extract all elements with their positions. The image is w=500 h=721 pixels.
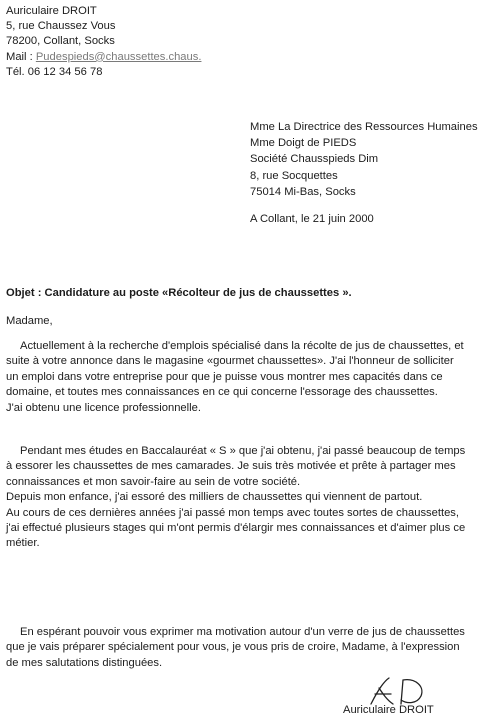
- letter-date: A Collant, le 21 juin 2000: [250, 213, 374, 225]
- recipient-line: 75014 Mi-Bas, Socks: [250, 185, 356, 198]
- paragraph-1: [6, 339, 494, 416]
- paragraph-line: suite à votre annonce dans le magasine «gourmet chaussettes». J'ai l'honneur de solliciter: [6, 355, 454, 368]
- signer-name: Auriculaire DROIT: [343, 704, 434, 716]
- paragraph-line: de mes salutations distinguées.: [6, 656, 163, 669]
- paragraph-3: [6, 625, 494, 671]
- paragraph-2: [6, 444, 494, 552]
- paragraph-line: Pendant mes études en Baccalauréat « S » que j'ai obtenu, j'ai passé beaucoup de temps: [20, 445, 466, 457]
- sender-phone: Tél. 06 12 34 56 78: [6, 65, 103, 78]
- letter-subject: Objet : Candidature au poste «Récolteur de jus de chaussettes ».: [6, 287, 352, 299]
- paragraph-line: En espérant pouvoir vous exprimer ma motivation autour d'un verre de jus de chaussettes: [20, 626, 465, 638]
- paragraph-line: un emploi dans votre entreprise pour que je puisse vous montrer mes capacités dans ce: [6, 370, 443, 383]
- paragraph-line: domaine, et toutes mes connaissances en ce qui concerne l'essorage des chaussettes.: [6, 386, 438, 399]
- recipient-line: Mme Doigt de PIEDS: [250, 137, 357, 150]
- recipient-line: 8, rue Socquettes: [250, 169, 338, 182]
- paragraph-line: connaissances et mon savoir-faire au sein de votre société.: [6, 475, 301, 488]
- paragraph-line: j'ai effectué plusieurs stages qui m'ont permis d'élargir mes connaissances et d'aimer plus ce: [6, 522, 466, 535]
- paragraph-line: J'ai obtenu une licence professionnelle.: [6, 401, 201, 414]
- paragraph-line: Actuellement à la recherche d'emplois spécialisé dans la récolte de jus de chaussettes, et: [20, 340, 464, 352]
- sender-block: [6, 4, 201, 80]
- sender-street: 5, rue Chaussez Vous: [6, 20, 116, 33]
- sender-name: Auriculaire DROIT: [6, 5, 97, 17]
- paragraph-line: que je vais préparer spécialement pour vous, je vous pris de croire, Madame, à l'expression: [6, 641, 460, 654]
- recipient-line: Société Chausspieds Dim: [250, 153, 379, 166]
- letter-salutation: Madame,: [6, 315, 53, 327]
- recipient-block: [250, 119, 478, 200]
- recipient-line: Mme La Directrice des Ressources Humaines: [250, 121, 478, 133]
- paragraph-line: à essorer les chaussettes de mes camarades. Je suis très motivée et prête à partager mes: [6, 460, 456, 473]
- sender-email-label: Mail :: [6, 50, 36, 63]
- sender-email-link[interactable]: Pudespieds@chaussettes.chaus.: [35, 50, 202, 63]
- paragraph-line: métier.: [6, 537, 40, 550]
- sender-city: 78200, Collant, Socks: [6, 35, 115, 48]
- sender-email-line: [6, 50, 201, 65]
- paragraph-line: Au cours de ces dernières années j'ai passé mon temps avec toutes sortes de chaussettes,: [6, 506, 459, 519]
- paragraph-line: Depuis mon enfance, j'ai essoré des milliers de chaussettes qui viennent de partout.: [6, 491, 423, 504]
- handwritten-signature: [365, 674, 435, 708]
